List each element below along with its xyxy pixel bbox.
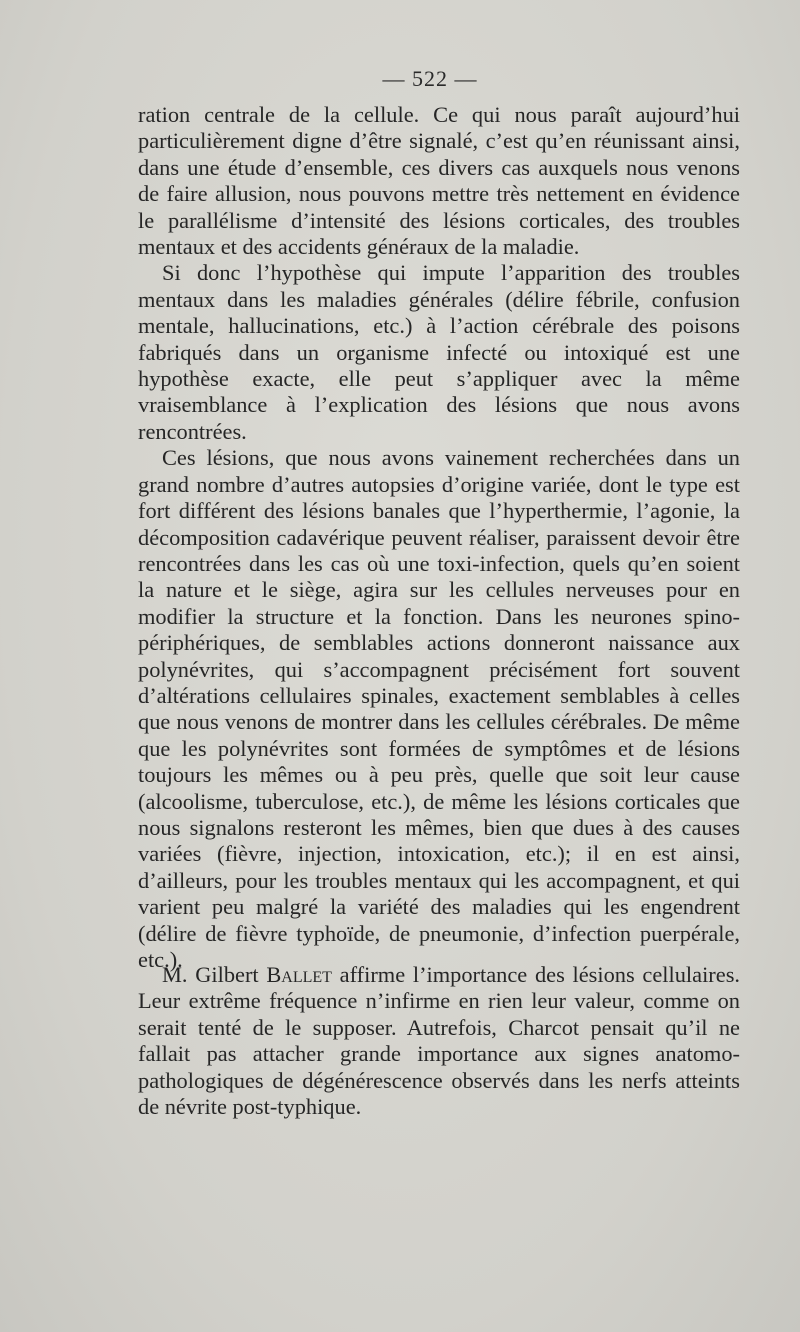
- speaker-paragraph: [138, 962, 740, 1120]
- body-text: [138, 102, 740, 973]
- speaker-text: affirme l’importance des lésions cellulaires. Leur extrême fréquence n’infirme en rien leur valeur, comme on serait tenté de le supposer. Autrefois, Charcot pensait qu’il ne fallait pas attacher grande importance aux signes anatomo-pathologiques de dégénérescence observés dans les nerfs atteints de névrite post-typhique.: [138, 962, 741, 1120]
- speaker-prefix: M. Gilbert: [162, 962, 267, 987]
- discussion-text: [138, 962, 740, 1120]
- page-number: — 522 —: [382, 66, 478, 91]
- paragraph: Ces lésions, que nous avons vainement recherchées dans un grand nombre d’autres autopsies d’origine variée, dont le type est fort différent des lésions banales que l’hyperthermie, l’agonie, la décomposition cadavérique peuvent réaliser, paraissent devoir être rencontrées dans les cas où une toxi-infection, quels qu’en soient la nature et le siège, agira sur les cellules nerveuses pour en modifier la structure et la fonction. Dans les neurones spino-périphériques, de semblables actions donneront naissance aux polynévrites, qui s’accompagnent précisément fort souvent d’altérations cellulaires spinales, exactement semblables à celles que nous venons de montrer dans les cellules cérébrales. De même que les polynévrites sont formées de symptômes et de lésions toujours les mêmes ou à peu près, quelle que soit leur cause (alcoolisme, tuberculose, etc.), de même les lésions corticales que nous signalons resteront les mêmes, bien que dues à des causes variées (fièvre, injection, intoxication, etc.); il en est ainsi, d’ailleurs, pour les troubles mentaux qui les accompagnent, et qui varient peu malgré la variété des maladies qui les engendrent (délire de fièvre typhoïde, de pneumonie, d’infection puerpérale, etc.).: [138, 445, 740, 972]
- paragraph: Si donc l’hypothèse qui impute l’apparition des troubles mentaux dans les maladies générales (délire fébrile, confusion mentale, hallucinations, etc.) à l’action cérébrale des poisons fabriqués dans un organisme infecté ou intoxiqué est une hypothèse exacte, elle peut s’appliquer avec la même vraisemblance à l’explication des lésions que nous avons rencontrées.: [138, 260, 740, 444]
- paragraph: ration centrale de la cellule. Ce qui nous paraît aujourd’hui particulièrement digne d’être signalé, c’est qu’en réunissant ainsi, dans une étude d’ensemble, ces divers cas auxquels nous venons de faire allusion, nous pouvons mettre très nettement en évidence le parallélisme d’intensité des lésions corticales, des troubles mentaux et des accidents généraux de la maladie.: [138, 102, 740, 260]
- speaker-name: Ballet: [266, 962, 332, 987]
